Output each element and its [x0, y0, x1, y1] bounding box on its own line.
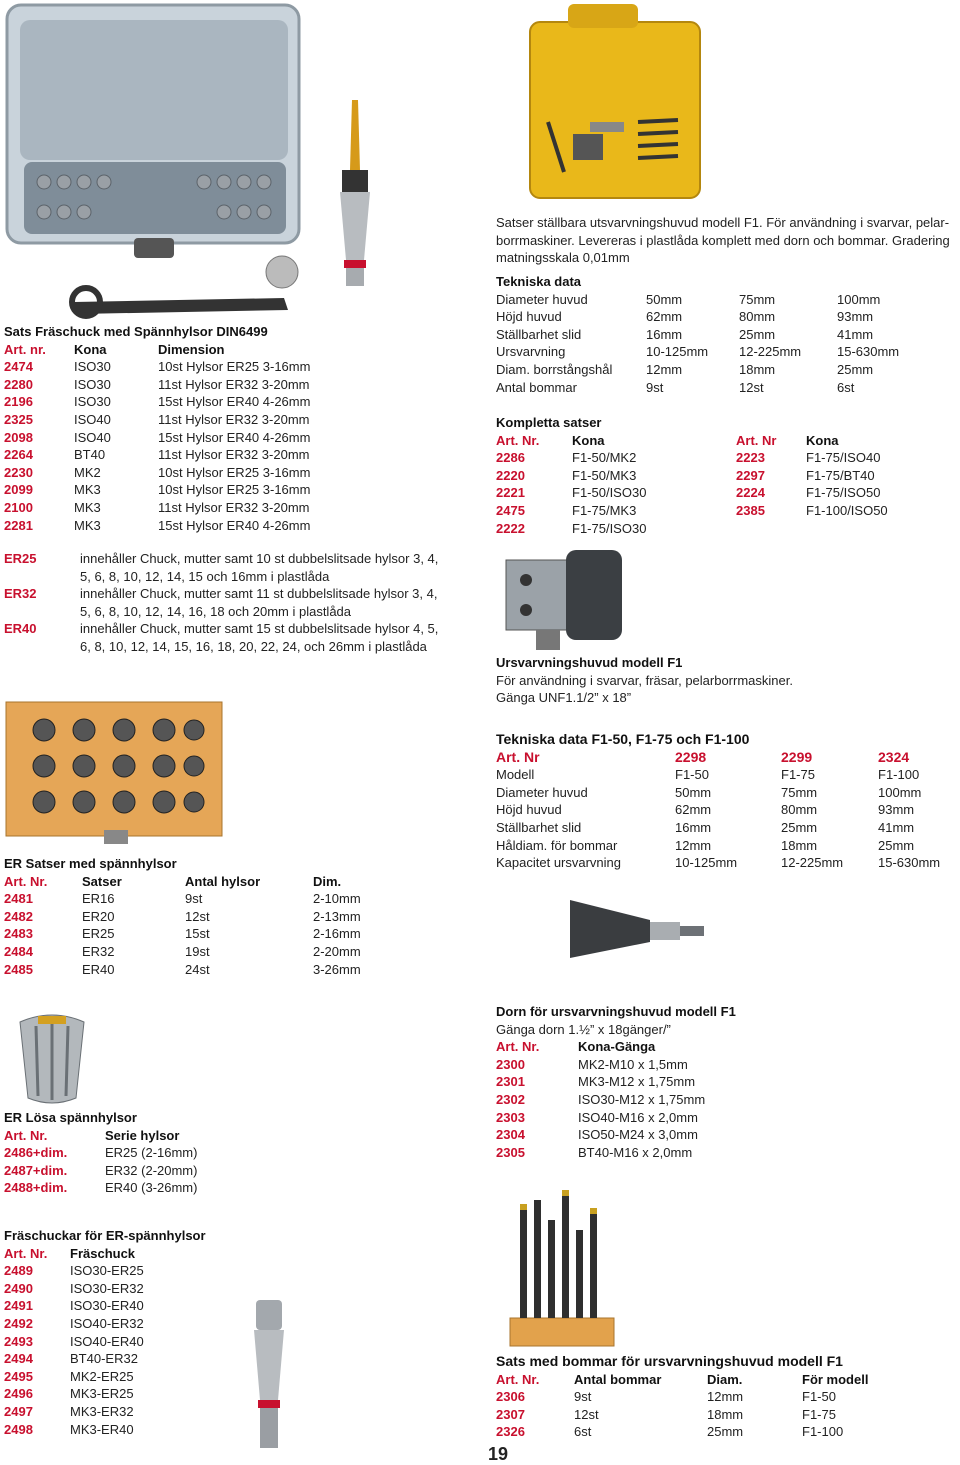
- tech-data-models-section: [496, 731, 940, 872]
- table-header: Art. Nr. Serie hylsor: [4, 1127, 180, 1143]
- section-title: Tekniska data F1-50, F1-75 och F1-100: [496, 731, 750, 747]
- single-collet-photo: [14, 1012, 90, 1108]
- table-header: Art. Nr. Kona Art. Nr Kona: [496, 432, 839, 448]
- table-row: 2281 MK3 15st Hylsor ER40 4-26mm: [4, 517, 311, 533]
- table-row: 2326 6st 25mm F1-100: [496, 1424, 844, 1440]
- table-row: Diam. borrstångshål 12mm 18mm 25mm: [496, 361, 874, 377]
- tech-data-table: [496, 291, 899, 397]
- arbor-section: [496, 1003, 736, 1161]
- table-row: Höjd huvud 62mm 80mm 93mm: [496, 802, 915, 818]
- table-row: 2098 ISO40 15st Hylsor ER40 4-26mm: [4, 429, 311, 445]
- table-row: 2474 ISO30 10st Hylsor ER25 3-16mm: [4, 359, 311, 375]
- table-row: 2305 BT40-M16 x 2,0mm: [496, 1144, 693, 1160]
- boring-head-section: Ursvarvningshuvud modell F1 För användning i svarvar, fräsar, pelarborrmaskiner. Gänga UNF1.1/2” x 18”: [496, 655, 793, 706]
- table-row: 2485 ER40 24st 3-26mm: [4, 961, 361, 977]
- table-row: 2230 MK2 10st Hylsor ER25 3-16mm: [4, 464, 311, 480]
- table-row: 2491 ISO30-ER40: [4, 1298, 144, 1314]
- boring-bars-section: [496, 1353, 868, 1441]
- table-row: 2486+dim. ER25 (2-16mm): [4, 1145, 198, 1161]
- table-row: 2481 ER16 9st 2-10mm: [4, 891, 361, 907]
- table-row: Höjd huvud 62mm 80mm 93mm: [496, 309, 874, 325]
- table-row: 2493 ISO40-ER40: [4, 1333, 144, 1349]
- boring-bars-photo: [508, 1190, 618, 1350]
- section-title: ER Satser med spännhylsor: [4, 856, 177, 871]
- table-row: 2307 12st 18mm F1-75: [496, 1406, 836, 1422]
- table-row: Ställbarhet slid 16mm 25mm 41mm: [496, 326, 874, 342]
- table-row: 2306 9st 12mm F1-50: [496, 1389, 836, 1405]
- table-header: Art. Nr. Kona-Gänga: [496, 1039, 656, 1055]
- table-header: Art. Nr 2298 2299 2324: [496, 748, 910, 765]
- table-row: 2497 MK3-ER32: [4, 1403, 134, 1419]
- table-row: 2495 MK2-ER25: [4, 1368, 134, 1384]
- table-header: Art. Nr. Satser Antal hylsor Dim.: [4, 873, 342, 889]
- table-row: 2496 MK3-ER25: [4, 1386, 134, 1402]
- table-header: Art. Nr. Antal bommar Diam. För modell: [496, 1371, 869, 1387]
- table-row: Diameter huvud 50mm 75mm 100mm: [496, 784, 922, 800]
- loose-collets-section: [4, 1109, 197, 1197]
- milling-chuck-small-photo: [246, 1300, 292, 1460]
- table-row: 2099 MK3 10st Hylsor ER25 3-16mm: [4, 482, 311, 498]
- table-row: 2221 F1-50/ISO30 2224 F1-75/ISO50: [496, 485, 881, 501]
- loose-collets-table: [4, 1127, 197, 1197]
- table-row: 2488+dim. ER40 (3-26mm): [4, 1180, 198, 1196]
- table-row: 2482 ER20 12st 2-13mm: [4, 908, 361, 924]
- tech-data-models-table: [496, 749, 940, 872]
- milling-chuck-photo: [330, 100, 380, 290]
- table-row: 2222 F1-75/ISO30: [496, 520, 647, 536]
- table-row: 2301 MK3-M12 x 1,75mm: [496, 1074, 696, 1090]
- table-row: Kapacitet ursvarvning 10-125mm 12-225mm 15-630mm: [496, 855, 941, 871]
- intro-text: Satser ställbara utsvarvningshuvud modell F1. För användning i svarvar, pelar- borrmaskiner. Levereras i plastlåda komplett med dorn och bommar. Gradering matningsskala 0,01mm: [496, 215, 950, 266]
- section-title: Dorn för ursvarvningshuvud modell F1: [496, 1004, 736, 1019]
- tech-data-section: [496, 273, 899, 396]
- er-sets-section: [4, 855, 361, 978]
- boring-head-photo: [496, 540, 626, 660]
- er-notes-section: [4, 550, 438, 656]
- section-title: Fräschuckar för ER-spännhylsor: [4, 1228, 206, 1243]
- arbor-photo: [560, 880, 710, 980]
- table-row: 2490 ISO30-ER32: [4, 1280, 144, 1296]
- milling-chucks-section: [4, 1227, 206, 1438]
- table-row: Antal bommar 9st 12st 6st: [496, 379, 855, 395]
- chuck-set-section: [4, 323, 310, 534]
- table-row: 2300 MK2-M10 x 1,5mm: [496, 1056, 688, 1072]
- table-row: 2302 ISO30-M12 x 1,75mm: [496, 1091, 706, 1107]
- er-sets-table: [4, 873, 361, 979]
- table-row: 2492 ISO40-ER32: [4, 1315, 144, 1331]
- section-title: ER Lösa spännhylsor: [4, 1110, 137, 1125]
- complete-sets-table: [496, 432, 888, 538]
- table-row: 2475 F1-75/MK3 2385 F1-100/ISO50: [496, 502, 888, 518]
- section-title: Kompletta satser: [496, 415, 602, 430]
- table-row: Ursvarvning 10-125mm 12-225mm 15-630mm: [496, 344, 900, 360]
- table-row: 2484 ER32 19st 2-20mm: [4, 943, 361, 959]
- table-row: 2304 ISO50-M24 x 3,0mm: [496, 1127, 698, 1143]
- list-item: ER25 innehåller Chuck, mutter samt 10 st dubbelslitsade hylsor 3, 4, 5, 6, 8, 10, 12, 14, 15 och 16mm i plastlåda: [4, 551, 439, 584]
- section-subtitle: Gänga dorn 1.½” x 18gänger/”: [496, 1021, 671, 1037]
- table-row: Ställbarhet slid 16mm 25mm 41mm: [496, 819, 915, 835]
- table-row: 2286 F1-50/MK2 2223 F1-75/ISO40: [496, 450, 881, 466]
- table-header: Art. nr. Kona Dimension: [4, 341, 225, 357]
- list-item: ER32 innehåller Chuck, mutter samt 11 st dubbelslitsade hylsor 3, 4, 5, 6, 8, 10, 12, 14, 16, 18 och 20mm i plastlåda: [4, 586, 438, 619]
- section-title: Ursvarvningshuvud modell F1: [496, 655, 683, 670]
- table-row: 2100 MK3 11st Hylsor ER32 3-20mm: [4, 499, 310, 515]
- table-row: 2264 BT40 11st Hylsor ER32 3-20mm: [4, 447, 310, 463]
- table-row: 2489 ISO30-ER25: [4, 1263, 144, 1279]
- section-title: Sats med bommar för ursvarvningshuvud modell F1: [496, 1353, 843, 1369]
- collet-tray-photo: [4, 700, 224, 850]
- table-row: 2280 ISO30 11st Hylsor ER32 3-20mm: [4, 376, 310, 392]
- table-row: 2494 BT40-ER32: [4, 1351, 138, 1367]
- table-row: 2487+dim. ER32 (2-20mm): [4, 1162, 198, 1178]
- table-row: 2498 MK3-ER40: [4, 1421, 134, 1437]
- arbor-table: [496, 1038, 705, 1161]
- boring-bars-table: [496, 1371, 868, 1441]
- table-row: Modell F1-50 F1-75 F1-100: [496, 767, 920, 783]
- list-item: ER40 innehåller Chuck, mutter samt 15 st dubbelslitsade hylsor 4, 5, 6, 8, 10, 12, 14, 15, 16, 18, 20, 22, 24, och 26mm i plastlåda: [4, 621, 439, 654]
- table-header: Art. Nr. Fräschuck: [4, 1245, 136, 1261]
- table-row: 2220 F1-50/MK3 2297 F1-75/BT40: [496, 467, 875, 483]
- chuck-set-case-photo: [4, 2, 304, 320]
- chuck-set-table: [4, 341, 310, 535]
- section-title: Sats Fräschuck med Spännhylsor DIN6499: [4, 324, 268, 339]
- page-number: 19: [488, 1444, 509, 1464]
- section-title: Tekniska data: [496, 274, 582, 289]
- table-row: 2303 ISO40-M16 x 2,0mm: [496, 1109, 698, 1125]
- table-row: Håldiam. för bommar 12mm 18mm 25mm: [496, 837, 915, 853]
- table-row: Diameter huvud 50mm 75mm 100mm: [496, 291, 881, 307]
- boring-head-case-photo: [528, 2, 703, 202]
- milling-chucks-table: [4, 1245, 144, 1439]
- table-row: 2196 ISO30 15st Hylsor ER40 4-26mm: [4, 394, 311, 410]
- er-notes-table: [4, 550, 438, 656]
- complete-sets-section: [496, 414, 888, 537]
- table-row: 2325 ISO40 11st Hylsor ER32 3-20mm: [4, 411, 310, 427]
- table-row: 2483 ER25 15st 2-16mm: [4, 926, 361, 942]
